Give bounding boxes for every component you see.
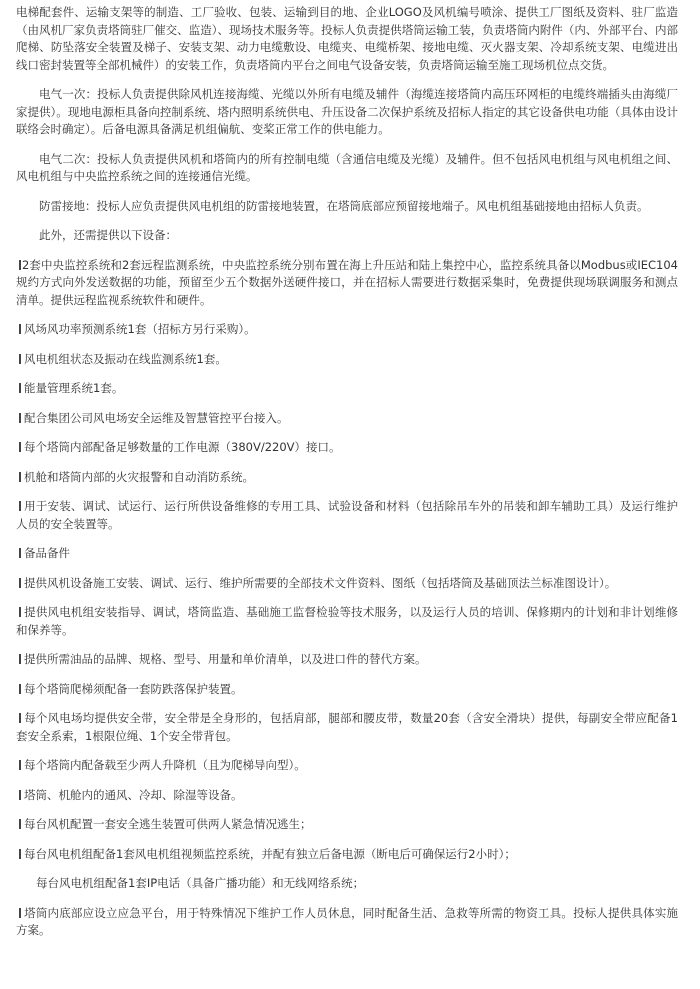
list-item-power-supply: 每个塔筒内部配备足够数量的工作电源（380V/220V）接口。 — [16, 439, 678, 457]
bullet-marker — [19, 790, 21, 800]
bullet-marker — [19, 578, 21, 588]
list-item-safety-belts: 每个风电场均提供安全带，安全带是全身形的，包括肩部，腿部和腰皮带，数量20套（含安全滑块）提供，每副安全带应配备1套安全系索，1根限位绳、1个安全带背包。 — [16, 711, 678, 743]
bullet-marker — [19, 501, 21, 511]
list-item-energy-management: 能量管理系统1套。 — [16, 380, 678, 398]
list-item-video-monitoring: 每台风电机组配备1套风电机组视频监控系统，并配有独立后备电源（断电后可确保运行2小时）； — [16, 846, 678, 864]
list-item-technical-services: 提供风电机组安装指导、调试，塔筒监造、基础施工监督检验等技术服务，以及运行人员的培训、保修期内的计划和非计划维修和保养等。 — [16, 605, 678, 637]
list-item-monitoring-system: 2套中央监控系统和2套远程监测系统，中央监控系统分别布置在海上升压站和陆上集控中心，监控系统具备以Modbus或IEC104规约方式向外发送数据的功能，预留至少五个数据外送硬件接口，并在招标人需要进行数据采集时，免费提供现场联调服务和测点清单。提供远程监视系统软件和硬件。 — [16, 257, 678, 307]
bullet-marker — [19, 383, 21, 393]
paragraph-lightning-grounding: 防雷接地：投标人应负责提供风电机组的防雷接地装置，在塔筒底部应预留接地端子。风电机组基础接地由招标人负责。 — [39, 198, 649, 213]
bullet-marker — [19, 472, 21, 482]
list-item-oil-list: 提供所需油品的品牌、规格、型号、用量和单价清单，以及进口件的替代方案。 — [16, 651, 678, 669]
bullet-marker — [19, 354, 21, 364]
bullet-marker — [19, 413, 21, 423]
bullet-marker — [19, 442, 21, 452]
list-item-fall-protection: 每个塔筒爬梯须配备一套防跌落保护装置。 — [16, 681, 678, 699]
list-item-lift: 每个塔筒内配备载至少两人升降机（且为爬梯导向型）。 — [16, 757, 678, 775]
list-item-emergency-platform: 塔筒内底部应设立应急平台，用于特殊情况下维护工作人员休息，同时配备生活、急救等所需的物资工具。投标人提供具体实施方案。 — [16, 905, 678, 937]
list-item-technical-documents: 提供风机设备施工安装、调试、运行、维护所需要的全部技术文件资料、图纸（包括塔筒及基础顶法兰标准图设计）。 — [16, 575, 678, 593]
list-item-smart-platform: 配合集团公司风电场安全运维及智慧管控平台接入。 — [16, 410, 678, 428]
bullet-marker — [19, 684, 21, 694]
list-item-escape-device: 每台风机配置一套安全逃生装置可供两人紧急情况逃生； — [16, 816, 678, 834]
list-item-spare-parts: 备品备件 — [16, 545, 678, 563]
paragraph-electrical-secondary: 电气二次：投标人负责提供风机和塔筒内的所有控制电缆（含通信电缆及光缆）及辅件。但不包括风电机组与风电机组之间、风电机组与中央监控系统之间的连接通信光缆。 — [16, 151, 678, 183]
paragraph-electrical-primary: 电气一次：投标人负责提供除风机连接海缆、光缆以外所有电缆及辅件（海缆连接塔筒内高压环网柜的电缆终端插头由海缆厂家提供）。现地电源柜具备向控制系统、塔内照明系统供电、升压设备二次保护系统及招标人指定的其它设备供电功能（具体由设计联络会时确定）。后备电源具备满足机组偏航、变桨正常工作的供电能力。 — [16, 87, 678, 136]
bullet-marker — [19, 849, 21, 859]
bullet-marker — [19, 324, 21, 334]
bullet-marker — [19, 548, 21, 558]
paragraph-additional-equipment: 此外，还需提供以下设备： — [39, 228, 177, 242]
paragraph-ip-phone: 每台风电机组配备1套IP电话（具备广播功能）和无线网络系统； — [36, 876, 365, 890]
list-item-special-tools: 用于安装、调试、试运行、运行所供设备维修的专用工具、试验设备和材料（包括除吊车外的吊装和卸车辅助工具）及运行维护人员的安全装置等。 — [16, 499, 678, 531]
bullet-marker — [19, 260, 21, 270]
bullet-marker — [19, 819, 21, 829]
list-item-ventilation: 塔筒、机舱内的通风、冷却、除湿等设备。 — [16, 787, 678, 805]
bullet-marker — [19, 713, 21, 723]
list-item-vibration-monitoring: 风电机组状态及振动在线监测系统1套。 — [16, 351, 678, 369]
paragraph-tower-scope: 电梯配套件、运输支架等的制造、工厂验收、包装、运输到目的地、企业LOGO及风机编号喷涂、提供工厂图纸及资料、驻厂监造（由风机厂家负责塔筒驻厂催交、监造）、现场技术服务等。投标人负责提供塔筒运输工装，负责塔筒内附件（内、外部平台、内部爬梯、防坠落安全装置及梯子、安装支架、动力电缆敷设、电缆夹、电缆桥架、接地电缆、灭火器支架、冷却系统支架、电缆进出线口密封装置等全部机械件）的安装工作，负责塔筒内平台之间电气设备安装，负责塔筒运输至施工现场机位点交货。 — [16, 5, 678, 72]
bullet-marker — [19, 607, 21, 617]
list-item-fire-alarm: 机舱和塔筒内部的火灾报警和自动消防系统。 — [16, 469, 678, 487]
list-item-wind-power-forecast: 风场风功率预测系统1套（招标方另行采购）。 — [16, 321, 678, 339]
bullet-marker — [19, 908, 21, 918]
bullet-marker — [19, 654, 21, 664]
bullet-marker — [19, 760, 21, 770]
